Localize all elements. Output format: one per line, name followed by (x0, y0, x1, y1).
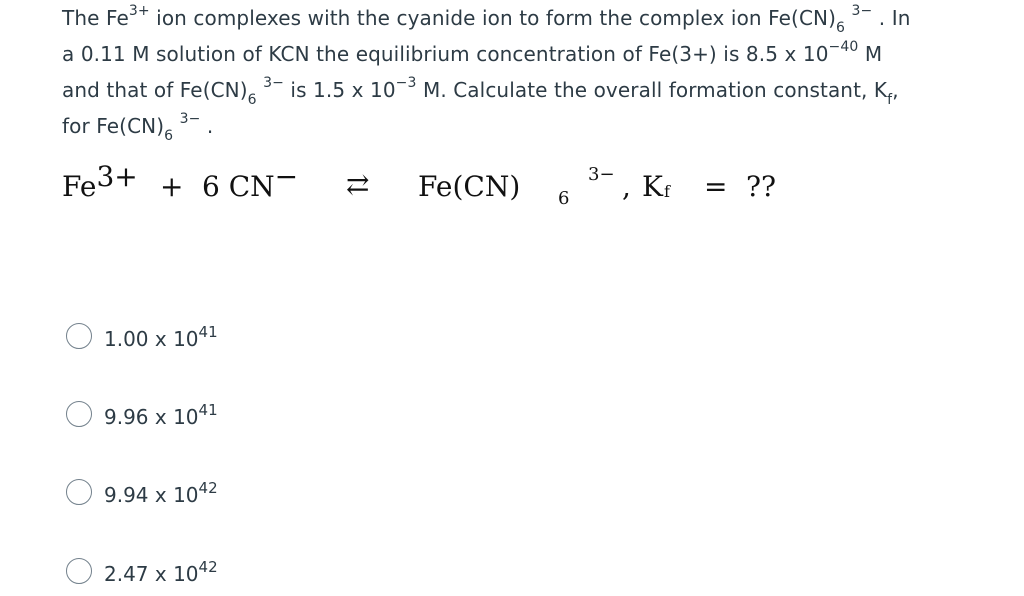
radio-button[interactable] (66, 323, 92, 349)
question-text (62, 0, 997, 144)
text: Fe (62, 170, 97, 203)
equilibrium-arrow-icon: ⇄ (346, 168, 370, 201)
text: is 1.5 x 10 (283, 78, 396, 102)
answer-option-1[interactable] (66, 321, 366, 361)
charge: 3+ (96, 160, 138, 193)
text: . (200, 114, 214, 138)
question-line-3 (62, 72, 997, 108)
answer-option-4[interactable] (66, 556, 366, 596)
plus-sign: + (160, 170, 184, 203)
answer-option-2[interactable] (66, 399, 366, 439)
text: 6 CN (202, 170, 275, 203)
text: a 0.11 M solution of KCN the equilibrium concentration of Fe(3+) is 8.5 x 10 (62, 42, 829, 66)
answer-label (104, 401, 218, 431)
equals-sign: = (704, 170, 728, 203)
radio-button[interactable] (66, 558, 92, 584)
superscript: 3+ (128, 3, 150, 20)
question-line-4 (62, 108, 997, 144)
subscript: 6 (164, 128, 174, 144)
text: and that of Fe(CN) (62, 78, 248, 102)
exponent: 42 (198, 479, 218, 497)
subscript: 6 (247, 92, 257, 108)
text: Fe(CN) (418, 170, 521, 203)
text: The Fe (62, 6, 129, 30)
formation-constant (642, 170, 670, 203)
radio-button[interactable] (66, 479, 92, 505)
subscript: 6 (836, 20, 846, 36)
text: M (858, 42, 883, 66)
cyanide-term (202, 160, 299, 203)
exponent: 42 (198, 558, 218, 576)
text: ion complexes with the cyanide ion to form the complex ion Fe(CN) (149, 6, 836, 30)
text: , (892, 78, 899, 102)
unknown-value: ?? (746, 170, 777, 203)
text: for Fe(CN) (62, 114, 165, 138)
text: 9.96 x 10 (104, 405, 199, 429)
text: . In (872, 6, 911, 30)
superscript: −40 (828, 39, 859, 56)
superscript: 3− (263, 75, 284, 92)
answer-label (104, 558, 218, 588)
charge: − (274, 160, 299, 193)
superscript: 3− (851, 3, 873, 20)
exponent: 41 (198, 401, 218, 419)
answer-label (104, 479, 218, 509)
text: 9.94 x 10 (104, 483, 199, 507)
subscript: f (887, 92, 893, 108)
text: 1.00 x 10 (104, 327, 199, 351)
complex-ion (418, 164, 615, 209)
iron-ion (62, 160, 138, 203)
exponent: 41 (198, 323, 218, 341)
superscript: 3− (179, 111, 201, 128)
answer-label (104, 323, 218, 353)
text: M. Calculate the overall formation constant, K (416, 78, 888, 102)
superscript: −3 (395, 75, 417, 92)
question-line-1 (62, 0, 997, 36)
text: K (642, 170, 663, 203)
charge: 3− (588, 164, 615, 185)
question-line-2 (62, 36, 997, 72)
subscript: 6 (558, 188, 570, 209)
answer-option-3[interactable] (66, 477, 366, 517)
comma: , (622, 170, 631, 203)
subscript: f (664, 182, 670, 201)
radio-button[interactable] (66, 401, 92, 427)
text: 2.47 x 10 (104, 562, 199, 586)
